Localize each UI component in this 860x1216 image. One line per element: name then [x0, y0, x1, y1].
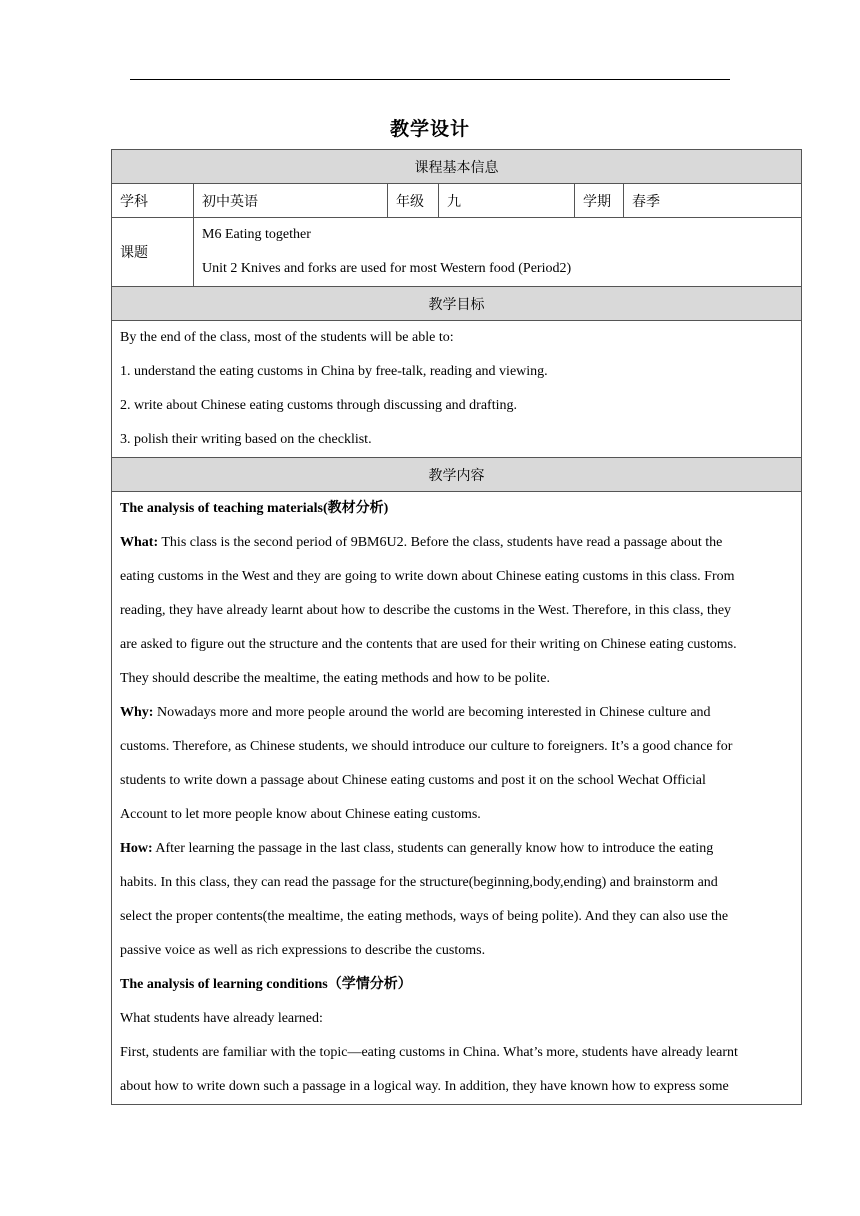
- why-paragraph-line: students to write down a passage about Chinese eating customs and post it on the school Wechat Official: [120, 773, 706, 788]
- topic-line-1: M6 Eating together: [202, 227, 311, 242]
- header-rule: [130, 79, 730, 80]
- subject-label: 学科: [112, 184, 194, 218]
- objective-intro: By the end of the class, most of the students will be able to:: [120, 330, 454, 345]
- section-content: 教学内容: [112, 458, 802, 492]
- what-paragraph-line: [120, 526, 793, 560]
- content-cell: [112, 492, 802, 1105]
- what-paragraph-line: reading, they have already learnt about how to describe the customs in the West. Therefore, in this class, they: [120, 603, 732, 618]
- what-text: This class is the second period of 9BM6U2. Before the class, students have read a passage about the: [158, 535, 723, 550]
- how-text: After learning the passage in the last class, students can generally know how to introduce the eating: [152, 841, 714, 856]
- materials-heading: The analysis of teaching materials(教材分析): [120, 501, 389, 516]
- why-paragraph-line: [120, 696, 793, 730]
- lesson-plan-table: [111, 149, 802, 1105]
- what-paragraph-line: are asked to figure out the structure and the contents that are used for their writing on Chinese eating customs.: [120, 637, 737, 652]
- topic-line-2: Unit 2 Knives and forks are used for most Western food (Period2): [202, 261, 572, 276]
- objective-item: 3. polish their writing based on the checklist.: [120, 432, 372, 447]
- how-label: How:: [120, 841, 153, 856]
- why-paragraph-line: customs. Therefore, as Chinese students, we should introduce our culture to foreigners. It’s a good chance for: [120, 739, 733, 754]
- how-paragraph-line: select the proper contents(the mealtime, the eating methods, ways of being polite). And they can also use the: [120, 909, 729, 924]
- document-title: 教学设计: [389, 119, 470, 140]
- term-value: 春季: [624, 184, 802, 218]
- why-paragraph-line: Account to let more people know about Chinese eating customs.: [120, 807, 481, 822]
- conditions-line: First, students are familiar with the topic—eating customs in China. What’s more, students have already learnt: [120, 1045, 738, 1060]
- how-paragraph-line: passive voice as well as rich expressions to describe the customs.: [120, 943, 486, 958]
- conditions-heading: The analysis of learning conditions（学情分析）: [120, 977, 412, 992]
- section-basic-info: 课程基本信息: [112, 150, 802, 184]
- how-paragraph-line: [120, 832, 793, 866]
- what-paragraph-line: eating customs in the West and they are going to write down about Chinese eating customs in this class. From: [120, 569, 735, 584]
- term-label: 学期: [575, 184, 624, 218]
- grade-label: 年级: [388, 184, 439, 218]
- objectives-cell: [112, 321, 802, 458]
- what-paragraph-line: They should describe the mealtime, the eating methods and how to be polite.: [120, 671, 551, 686]
- grade-value: 九: [439, 184, 575, 218]
- what-label: What:: [120, 535, 159, 550]
- objective-item: 2. write about Chinese eating customs through discussing and drafting.: [120, 398, 517, 413]
- conditions-line: about how to write down such a passage in a logical way. In addition, they have known how to express some: [120, 1079, 729, 1094]
- section-objectives: 教学目标: [112, 287, 802, 321]
- objective-item: 1. understand the eating customs in China by free-talk, reading and viewing.: [120, 364, 548, 379]
- topic-value: [194, 218, 802, 287]
- subject-value: 初中英语: [194, 184, 388, 218]
- why-label: Why:: [120, 705, 154, 720]
- why-text: Nowadays more and more people around the world are becoming interested in Chinese culture and: [153, 705, 711, 720]
- conditions-line: What students have already learned:: [120, 1011, 323, 1026]
- how-paragraph-line: habits. In this class, they can read the passage for the structure(beginning,body,ending) and brainstorm and: [120, 875, 718, 890]
- topic-label: 课题: [112, 218, 194, 287]
